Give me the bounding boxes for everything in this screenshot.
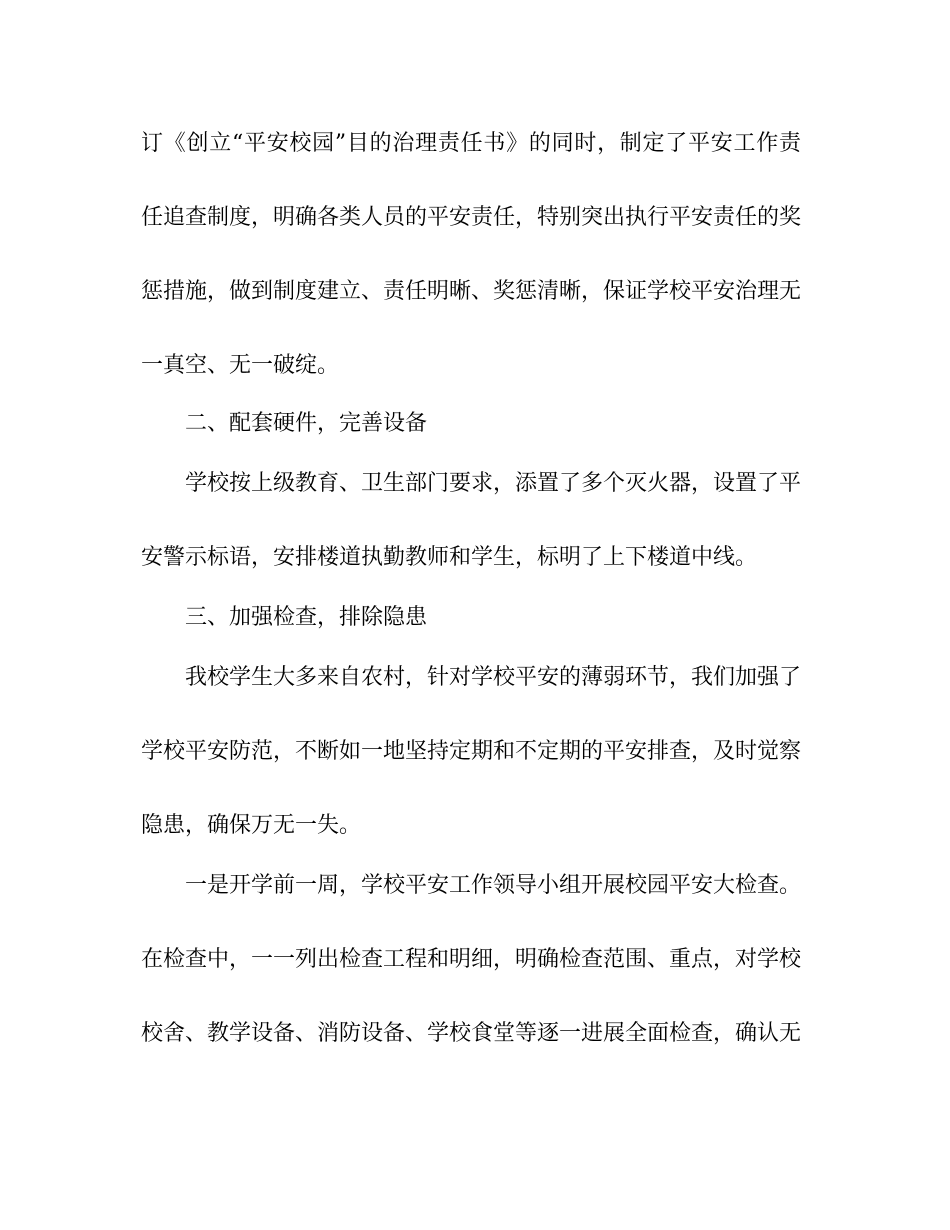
text-line-9: 隐患，确保万无一失。 (141, 813, 362, 838)
text-line-6: 安警示标语，安排楼道执勤教师和学生，标明了上下楼道中线。 (141, 545, 758, 570)
text-line-7: 我校学生大多来自农村，针对学校平安的薄弱环节，我们加强了 (185, 665, 802, 690)
text-line-8: 学校平安防范，不断如一地坚持定期和不定期的平安排查，及时觉察 (141, 739, 802, 764)
text-line-12: 校舍、教学设备、消防设备、学校食堂等逐一进展全面检查，确认无 (141, 1021, 802, 1046)
text-line-1: 订《创立“平安校园”目的治理责任书》的同时，制定了平安工作责 (141, 131, 801, 156)
text-line-10: 一是开学前一周，学校平安工作领导小组开展校园平安大检查。 (185, 873, 802, 898)
text-line-3: 惩措施，做到制度建立、责任明晰、奖惩清晰，保证学校平安治理无 (141, 279, 802, 304)
text-line-2: 任追查制度，明确各类人员的平安责任，特别突出执行平安责任的奖 (141, 205, 802, 230)
text-line-5: 学校按上级教育、卫生部门要求，添置了多个灭火器，设置了平 (185, 471, 802, 496)
text-line-4: 一真空、无一破绽。 (141, 353, 340, 378)
section-heading-2: 二、配套硬件，完善设备 (185, 411, 428, 436)
section-heading-3: 三、加强检查，排除隐患 (185, 605, 428, 630)
text-line-11: 在检查中，一一列出检查工程和明细，明确检查范围、重点，对学校 (141, 947, 802, 972)
